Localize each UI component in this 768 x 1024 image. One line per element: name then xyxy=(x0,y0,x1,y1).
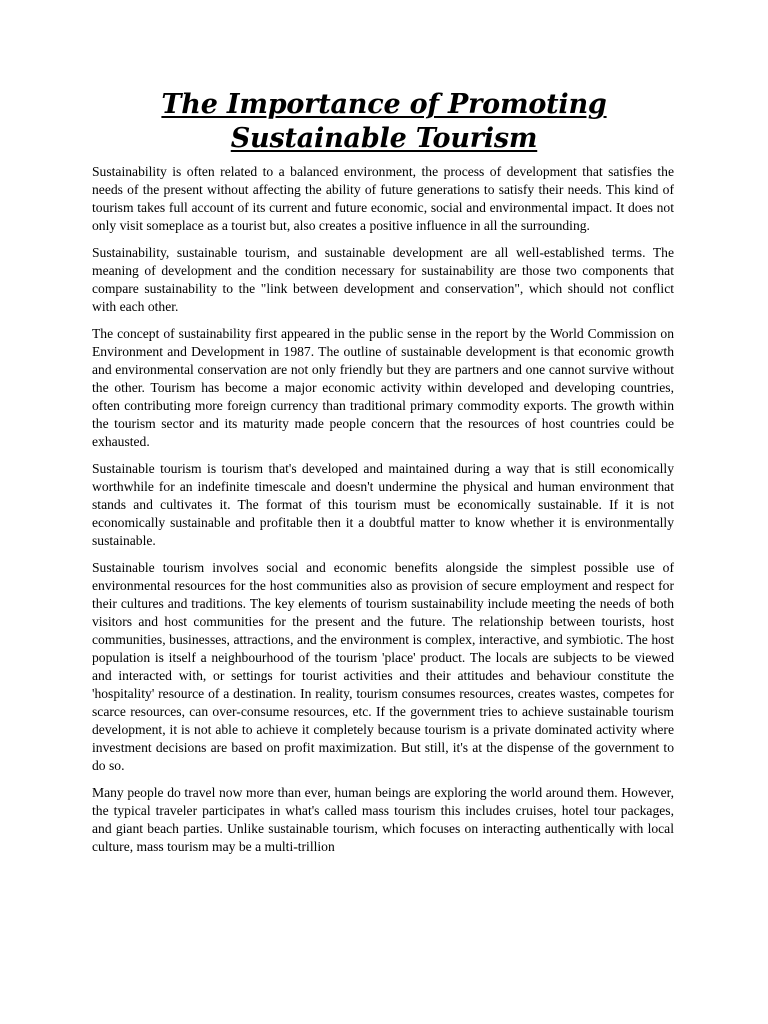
paragraph: Sustainable tourism involves social and economic benefits alongside the simplest possible use of environmental resources for the host communities also as provision of secure employment and respect for their cultures and traditions. The key elements of tourism sustainability include meeting the needs of both visitors and host communities for the present and the future. The relationship between tourists, host communities, businesses, attractions, and the environment is complex, interactive, and symbiotic. The host population is itself a neighbourhood of the tourism 'place' product. The locals are subjects to be viewed and interacted with, or settings for tourist activities and their attitudes and behaviour constitute the 'hospitality' resource of a destination. In reality, tourism consumes resources, creates wastes, competes for scarce resources, can over-consume resources, etc. If the government tries to achieve sustainable tourism development, it is not able to achieve it completely because tourism is a private dominated activity where investment decisions are based on profit maximization. But still, it's at the dispense of the government to do so. xyxy=(92,560,674,773)
document-body xyxy=(92,163,674,865)
paragraph: The concept of sustainability first appeared in the public sense in the report by the World Commission on Environment and Development in 1987. The outline of sustainable development is that economic growth and environmental conservation are not only friendly but they are partners and one cannot survive without the other. Tourism has become a major economic activity within developed and developing countries, often contributing more foreign currency than traditional primary commodity exports. The growth within the tourism sector and its maturity made people concern that the resources of host countries could be exhausted. xyxy=(92,326,674,449)
paragraph: Sustainability, sustainable tourism, and sustainable development are all well-established terms. The meaning of development and the condition necessary for sustainability are those two components that compare sustainability to the "link between development and conservation", which should not conflict with each other. xyxy=(92,245,674,314)
paragraph: Sustainable tourism is tourism that's developed and maintained during a way that is still economically worthwhile for an indefinite timescale and doesn't undermine the physical and human environment that stands and cultivates it. The format of this tourism must be economically sustainable. If it is not economically sustainable and profitable then it a doubtful matter to know whether it is environmentally sustainable. xyxy=(92,461,674,548)
paragraph: Many people do travel now more than ever, human beings are exploring the world around them. However, the typical traveler participates in what's called mass tourism this includes cruises, hotel tour packages, and giant beach parties. Unlike sustainable tourism, which focuses on interacting authentically with local culture, mass tourism may be a multi-trillion xyxy=(92,785,674,854)
page-title: The Importance of Promoting Sustainable Tourism xyxy=(161,89,607,154)
paragraph: Sustainability is often related to a balanced environment, the process of development that satisfies the needs of the present without affecting the ability of future generations to satisfy their needs. This kind of tourism takes full account of its current and future economic, social and environmental impact. It does not only visit someplace as a tourist but, also creates a positive influence in all the surrounding. xyxy=(92,164,674,233)
